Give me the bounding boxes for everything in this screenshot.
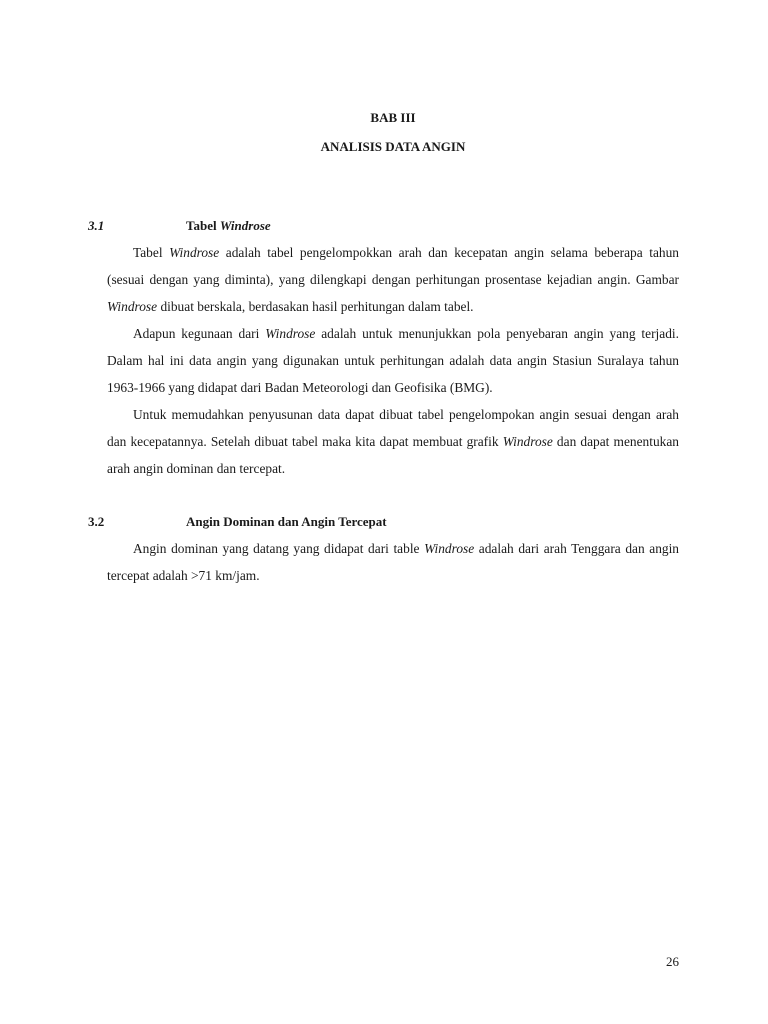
paragraph: Tabel Windrose adalah tabel pengelompokkan arah dan kecepatan angin selama beberapa tahun (sesuai dengan yang diminta), yang dilengkapi dengan perhitungan prosentase kejadian angin. Gambar Windrose dibuat berskala, berdasakan hasil perhitungan dalam tabel.	[107, 245, 679, 314]
paragraph: Angin dominan yang datang yang didapat dari table Windrose adalah dari arah Tenggara dan angin tercepat adalah >71 km/jam.	[107, 541, 680, 583]
section-number: 3.1	[88, 218, 105, 233]
paragraph: Adapun kegunaan dari Windrose adalah untuk menunjukkan pola penyebaran angin yang terjadi. Dalam hal ini data angin yang digunakan untuk perhitungan adalah data angin Stasiun Suralaya tahun 1963-1966 yang didapat dari Badan Meteorologi dan Geofisika (BMG).	[107, 326, 679, 395]
section-number: 3.2	[88, 514, 105, 529]
section-body-3-1	[107, 239, 679, 482]
chapter-label: BAB III	[370, 110, 416, 125]
section-title: Angin Dominan dan Angin Tercepat	[186, 514, 387, 529]
section-heading-3-1	[88, 218, 271, 234]
page-number: 26	[666, 954, 679, 969]
section-body-3-2	[107, 535, 679, 589]
section-heading-3-2	[88, 514, 387, 530]
paragraph: Untuk memudahkan penyusunan data dapat dibuat tabel pengelompokan angin sesuai dengan arah dan kecepatannya. Setelah dibuat tabel maka kita dapat membuat grafik Windrose dan dapat menentukan arah angin dominan dan tercepat.	[107, 407, 679, 476]
section-title: Tabel Windrose	[186, 218, 271, 233]
chapter-title: ANALISIS DATA ANGIN	[320, 139, 466, 154]
